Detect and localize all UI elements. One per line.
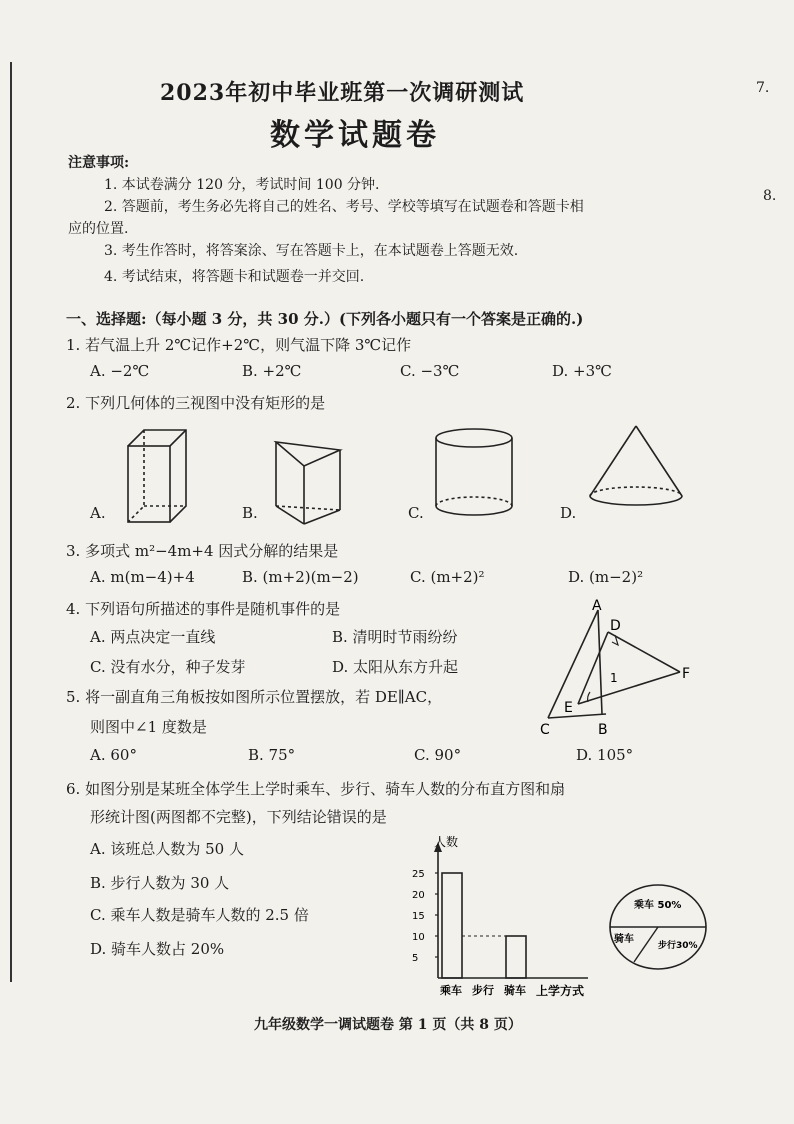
q1-option-b: B. +2℃ (242, 362, 302, 380)
x-tick-label: 步行 (472, 984, 494, 997)
label-A: A (592, 598, 602, 614)
q6-histogram-chart (408, 832, 598, 1002)
note-item-2-cont: 应的位置. (68, 221, 129, 237)
q6-option-b: B. 步行人数为 30 人 (90, 874, 230, 892)
cone-shape (590, 426, 682, 505)
note-item-2: 2. 答题前，考生务必先将自己的姓名、考号、学校等填写在试题卷和答题卡相 (104, 199, 584, 215)
y-axis-label: 人数 (434, 835, 459, 849)
note-item-4: 4. 考试结束，将答题卡和试题卷一并交回. (104, 269, 365, 285)
notes-heading: 注意事项: (68, 155, 130, 171)
label-D: D (610, 618, 621, 634)
exam-subtitle: 数学试题卷 (270, 118, 440, 153)
bar-骑车 (506, 936, 526, 978)
next-question-number-7: 7. (756, 80, 770, 96)
y-tick-label: 20 (412, 890, 425, 901)
q2-option-a: A. (90, 504, 106, 522)
q2-option-d: D. (560, 504, 577, 522)
q1-option-a: A. −2℃ (90, 362, 150, 380)
q6-stem: 6. 如图分别是某班全体学生上学时乘车、步行、骑车人数的分布直方图和扇 (66, 780, 566, 798)
y-tick-label: 10 (412, 932, 425, 943)
q3-option-c: C. (m+2)² (410, 568, 485, 586)
cylinder-shape (436, 429, 512, 515)
q3-stem: 3. 多项式 m²−4m+4 因式分解的结果是 (66, 542, 339, 560)
q2-stem: 2. 下列几何体的三视图中没有矩形的是 (66, 394, 326, 412)
q3-option-b: B. (m+2)(m−2) (242, 568, 359, 586)
x-tick-label: 乘车 (440, 984, 462, 997)
cuboid-shape (128, 430, 186, 522)
pie-label-骑车: 骑车 (614, 934, 634, 945)
line-CB (548, 714, 606, 718)
q5-stem: 5. 将一副直角三角板按如图所示位置摆放，若 DE∥AC， (66, 688, 443, 706)
note-item-3: 3. 考生作答时，将答案涂、写在答题卡上，在本试题卷上答题无效. (104, 243, 519, 259)
line-DF (608, 632, 680, 672)
q4-option-a: A. 两点决定一直线 (90, 628, 216, 646)
bar-乘车 (442, 873, 462, 978)
q4-option-d: D. 太阳从东方升起 (332, 658, 459, 676)
line-AC (548, 610, 598, 718)
q5-option-d: D. 105° (576, 746, 634, 764)
q5-option-b: B. 75° (248, 746, 296, 764)
label-angle-1: 1 (610, 671, 618, 685)
q1-stem: 1. 若气温上升 2℃记作+2℃，则气温下降 3℃记作 (66, 336, 412, 354)
q3-option-d: D. (m−2)² (568, 568, 644, 586)
q3-option-a: A. m(m−4)+4 (90, 568, 195, 586)
q6-option-a: A. 该班总人数为 50 人 (90, 840, 244, 858)
line-AB (598, 610, 602, 714)
q1-option-c: C. −3℃ (400, 362, 460, 380)
label-C: C (540, 722, 550, 738)
exam-title: 2023年初中毕业班第一次调研测试 (160, 80, 525, 106)
next-question-number-8: 8. (763, 188, 777, 204)
label-F: F (682, 666, 691, 682)
page-footer: 九年级数学一调试题卷 第 1 页（共 8 页） (254, 1017, 522, 1033)
q6-stem-cont: 形统计图(两图都不完整)，下列结论错误的是 (90, 808, 387, 826)
q6-option-c: C. 乘车人数是骑车人数的 2.5 倍 (90, 906, 309, 924)
q2-option-c: C. (408, 504, 424, 522)
section-heading: 一、选择题:（每小题 3 分，共 30 分.）(下列各小题只有一个答案是正确的.) (66, 310, 584, 328)
q6-option-d: D. 骑车人数占 20% (90, 940, 225, 958)
y-tick-label: 15 (412, 911, 425, 922)
q2-option-b: B. (242, 504, 258, 522)
line-EF (578, 672, 680, 704)
x-axis-label: 上学方式 (536, 984, 585, 998)
label-E: E (564, 700, 573, 716)
q5-triangle-figure (530, 596, 705, 738)
y-tick-label: 25 (412, 869, 425, 880)
q4-option-b: B. 清明时节雨纷纷 (332, 628, 458, 646)
label-B: B (598, 722, 608, 738)
q4-stem: 4. 下列语句所描述的事件是随机事件的是 (66, 600, 341, 618)
q6-pie-chart (608, 882, 712, 972)
q5-option-a: A. 60° (90, 746, 137, 764)
pie-label-步行: 步行30% (658, 941, 698, 951)
pie-label-乘车: 乘车 50% (634, 900, 682, 911)
note-item-1: 1. 本试卷满分 120 分，考试时间 100 分钟. (104, 177, 380, 193)
q5-option-c: C. 90° (414, 746, 462, 764)
y-tick-label: 5 (412, 953, 419, 964)
pie-divider-minor (634, 927, 658, 962)
q4-option-c: C. 没有水分，种子发芽 (90, 658, 246, 676)
q5-stem-cont: 则图中∠1 度数是 (90, 718, 207, 736)
x-tick-label: 骑车 (504, 984, 526, 997)
q1-option-d: D. +3℃ (552, 362, 612, 380)
left-margin-line (10, 62, 12, 982)
triangular-prism-shape (276, 442, 340, 524)
